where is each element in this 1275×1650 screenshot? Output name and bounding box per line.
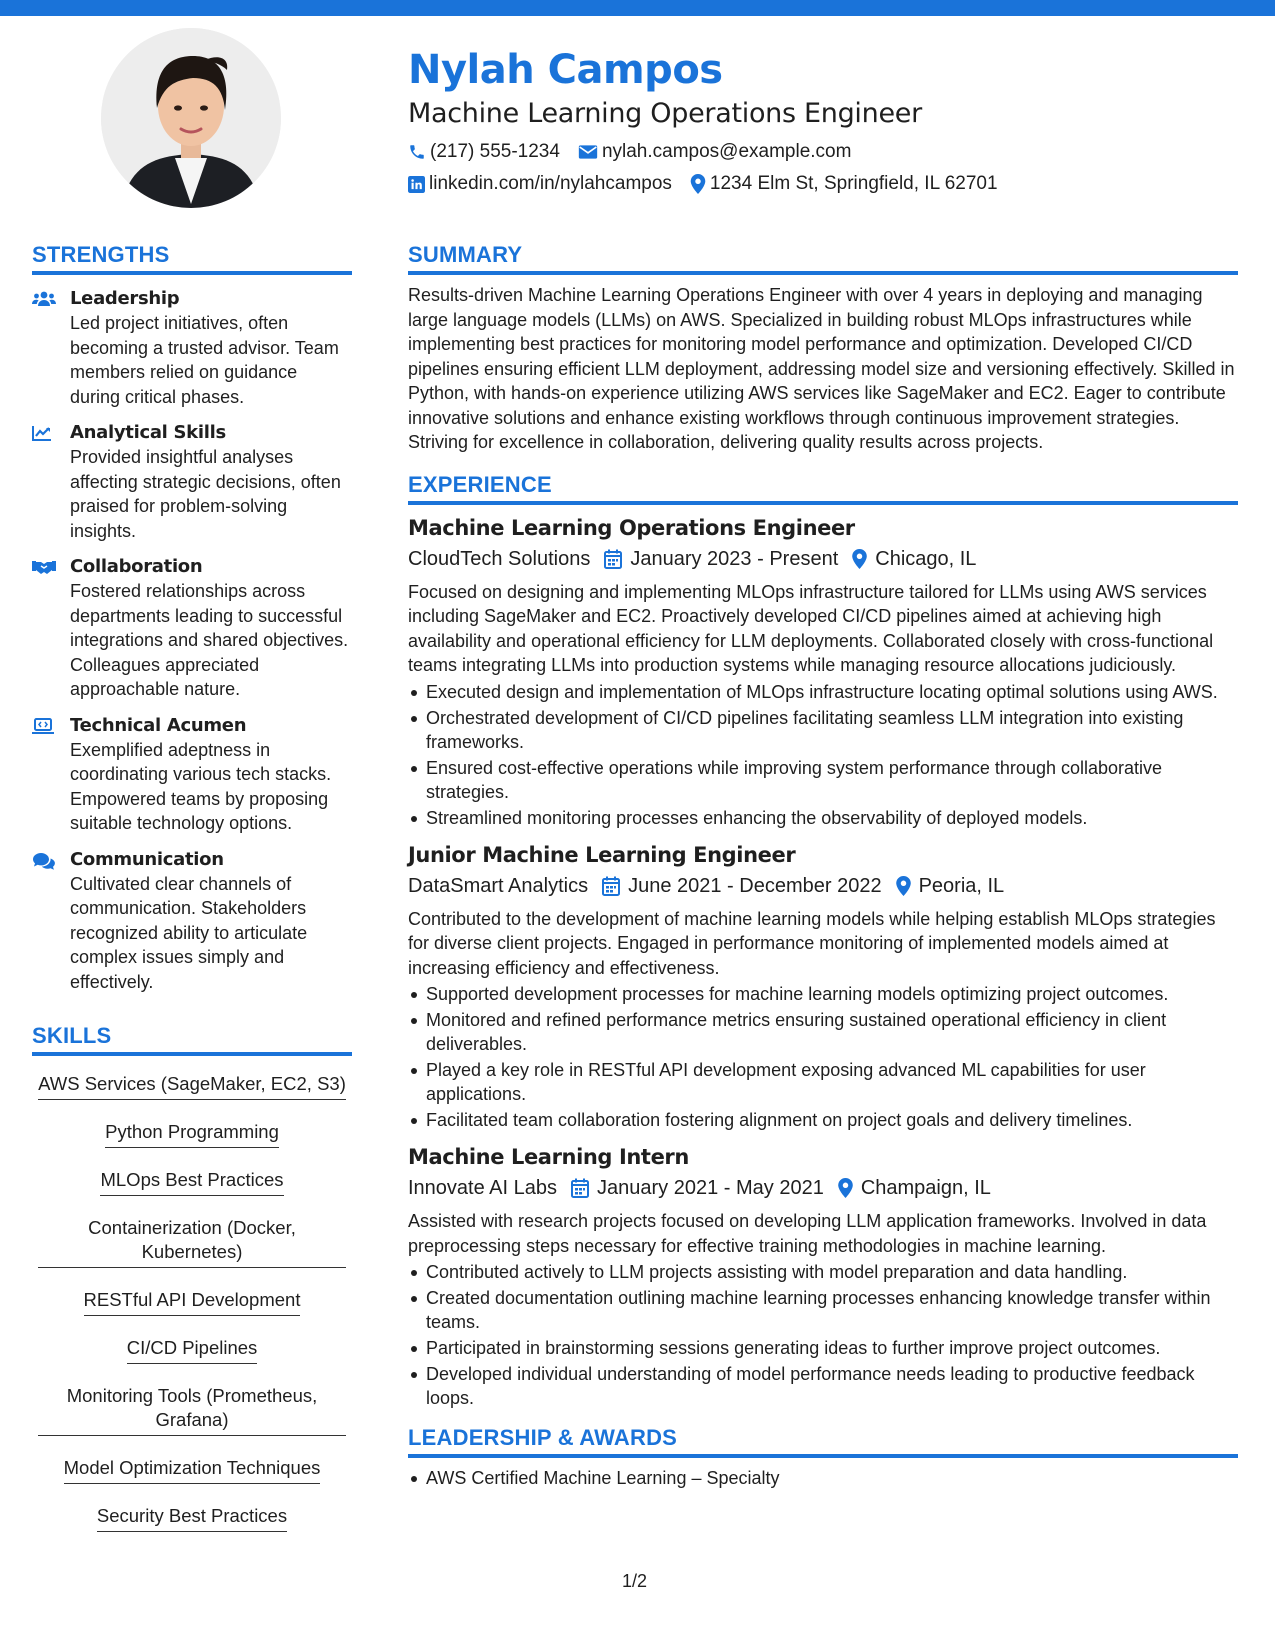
left-column [32,241,352,1548]
strength-item [32,421,352,543]
awards-list [408,1466,1238,1490]
award-item: AWS Certified Machine Learning – Specialty [408,1466,1238,1490]
strengths-heading: STRENGTHS [32,241,352,275]
bullet-item: Contributed actively to LLM projects assisting with model preparation and data handling. [408,1260,1238,1284]
email-text: nylah.campos@example.com [601,141,852,162]
job-title: Machine Learning Operations Engineer [408,515,855,540]
job-dates: January 2023 - Present [630,547,839,570]
bullet-item: Supported development processes for machine learning models optimizing project outcomes. [408,982,1238,1006]
bullet-item: Executed design and implementation of MLOps infrastructure locating optimal solutions using AWS. [408,680,1238,704]
summary-text: Results-driven Machine Learning Operations Engineer with over 4 years in deploying and managing large language models (LLMs) on AWS. Specialized in building robust MLOps infrastructures while implementing best practices for monitoring model performance and optimization. Developed CI/CD pipelines ensuring efficient LLM deployment, addressing model size and versioning effectively. Skilled in Python, with hands-on experience utilizing AWS services like SageMaker and EC2. Eager to contribute innovative solutions and enhance existing workflows through continuous improvement strategies. Striving for excellence in collaboration, delivering quality results across projects. [408,285,1235,452]
job-dates: January 2021 - May 2021 [597,1177,824,1199]
strength-item [32,555,352,702]
job-title: Machine Learning Intern [408,1145,689,1169]
comments-icon [32,852,56,870]
company-name: Innovate AI Labs [408,1177,558,1199]
company-name: DataSmart Analytics [408,874,589,897]
bullet-item: Orchestrated development of CI/CD pipelines facilitating seamless LLM integration into existing frameworks. [408,706,1238,754]
phone-contact[interactable] [408,138,560,166]
job-location: Chicago, IL [875,547,977,570]
awards-heading: LEADERSHIP & AWARDS [408,1424,1238,1458]
candidate-title: Machine Learning Operations Engineer [408,98,922,129]
job-description: Assisted with research projects focused on developing LLM application frameworks. Involved in data preprocessing steps necessary for effective training methodologies in machine learning. [408,1211,1207,1256]
top-accent-bar [0,0,1275,16]
bullet-item: Participated in brainstorming sessions generating ideas to further improve project outcomes. [408,1336,1238,1360]
resume-header [408,42,1248,198]
bullet-item: Ensured cost-effective operations while improving system performance through collaborative strategies. [408,756,1238,804]
bullet-item: Played a key role in RESTful API development exposing advanced ML capabilities for user applications. [408,1058,1238,1106]
strength-title: Collaboration [70,556,203,577]
bullet-item: Streamlined monitoring processes enhancing the observability of deployed models. [408,806,1238,830]
page-number: 1/2 [622,1571,648,1591]
skill-item: Containerization (Docker, Kubernetes) [38,1212,346,1268]
linkedin-icon [408,176,425,193]
job-bullets [408,1260,1238,1410]
skill-item: Python Programming [105,1116,279,1148]
chart-line-icon [32,425,52,441]
users-icon [32,291,56,307]
phone-text: (217) 555-1234 [430,141,560,162]
contact-row-2 [408,170,1248,198]
profile-photo [101,28,281,208]
address-contact [690,170,998,198]
skill-item: MLOps Best Practices [100,1164,283,1196]
job-location: Peoria, IL [918,874,1005,897]
job-entry [408,513,1238,830]
job-meta [408,1173,1238,1203]
strength-item [32,287,352,409]
laptop-code-icon [32,718,54,736]
skill-item: RESTful API Development [84,1284,301,1316]
calendar-icon [602,876,620,896]
job-bullets [408,680,1238,830]
strength-description: Provided insightful analyses affecting strategic decisions, often praised for problem-solving insights. [70,447,341,541]
job-location: Champaign, IL [860,1177,991,1199]
job-meta [408,544,1238,574]
skill-item: Model Optimization Techniques [64,1452,321,1484]
summary-heading: SUMMARY [408,241,1238,275]
strength-item [32,848,352,995]
skill-item: Security Best Practices [97,1500,287,1532]
location-pin-icon [838,1178,853,1198]
strength-description: Cultivated clear channels of communication. Stakeholders recognized ability to articulate complex issues simply and effectively. [70,873,308,992]
bullet-item: Monitored and refined performance metrics ensuring sustained operational efficiency in client deliverables. [408,1008,1238,1056]
calendar-icon [604,549,622,569]
address-text: 1234 Elm St, Springfield, IL 62701 [709,173,998,194]
envelope-icon [578,144,598,160]
strength-title: Analytical Skills [70,422,226,443]
email-contact[interactable] [578,138,852,166]
strength-description: Fostered relationships across departments leading to successful integrations and shared objectives. Colleagues appreciated approachable nature. [70,581,349,699]
bullet-item: Developed individual understanding of model performance needs leading to productive feedback loops. [408,1362,1238,1410]
strength-description: Exemplified adeptness in coordinating various tech stacks. Empowered teams by proposing suitable technology options. [70,739,332,833]
handshake-icon [32,559,56,575]
strength-title: Leadership [70,288,180,309]
job-title: Junior Machine Learning Engineer [408,842,796,867]
skill-item: AWS Services (SageMaker, EC2, S3) [38,1068,346,1100]
job-meta [408,871,1238,901]
job-dates: June 2021 - December 2022 [628,874,882,897]
bullet-item: Created documentation outlining machine learning processes enhancing knowledge transfer within teams. [408,1286,1238,1334]
job-bullets [408,982,1238,1132]
location-pin-icon [852,549,867,569]
right-column [408,241,1238,1490]
strength-title: Communication [70,848,224,870]
linkedin-contact[interactable] [408,170,672,198]
contact-row-1 [408,138,1248,166]
job-description: Focused on designing and implementing MLOps infrastructure tailored for LLMs using AWS services including SageMaker and EC2. Proactively developed CI/CD pipelines aimed at achieving high availability and operational efficiency for LLM deployments. Collaborated closely with cross-functional teams integrating LLMs into production systems while managing resource allocations judiciously. [408,581,1214,675]
calendar-icon [571,1178,589,1198]
location-pin-icon [896,876,911,896]
experience-heading: EXPERIENCE [408,471,1238,505]
strength-item [32,714,352,836]
skills-list [32,1068,352,1532]
skill-item: Monitoring Tools (Prometheus, Grafana) [38,1380,346,1436]
strength-title: Technical Acumen [70,714,247,736]
phone-icon [408,143,426,161]
linkedin-text: linkedin.com/in/nylahcampos [429,173,672,194]
location-pin-icon [690,174,706,194]
skills-heading: SKILLS [32,1022,352,1056]
skill-item: CI/CD Pipelines [127,1332,258,1364]
job-description: Contributed to the development of machine learning models while helping establish MLOps strategies for diverse client projects. Engaged in performance monitoring of implemented models aimed at increasing efficiency and effectiveness. [408,908,1216,978]
company-name: CloudTech Solutions [408,547,591,570]
job-entry [408,840,1238,1133]
strength-description: Led project initiatives, often becoming a trusted advisor. Team members relied on guidance during critical phases. [70,313,339,407]
job-entry [408,1142,1238,1410]
candidate-name: Nylah Campos [408,47,723,93]
bullet-item: Facilitated team collaboration fostering alignment on project goals and delivery timelines. [408,1108,1238,1132]
